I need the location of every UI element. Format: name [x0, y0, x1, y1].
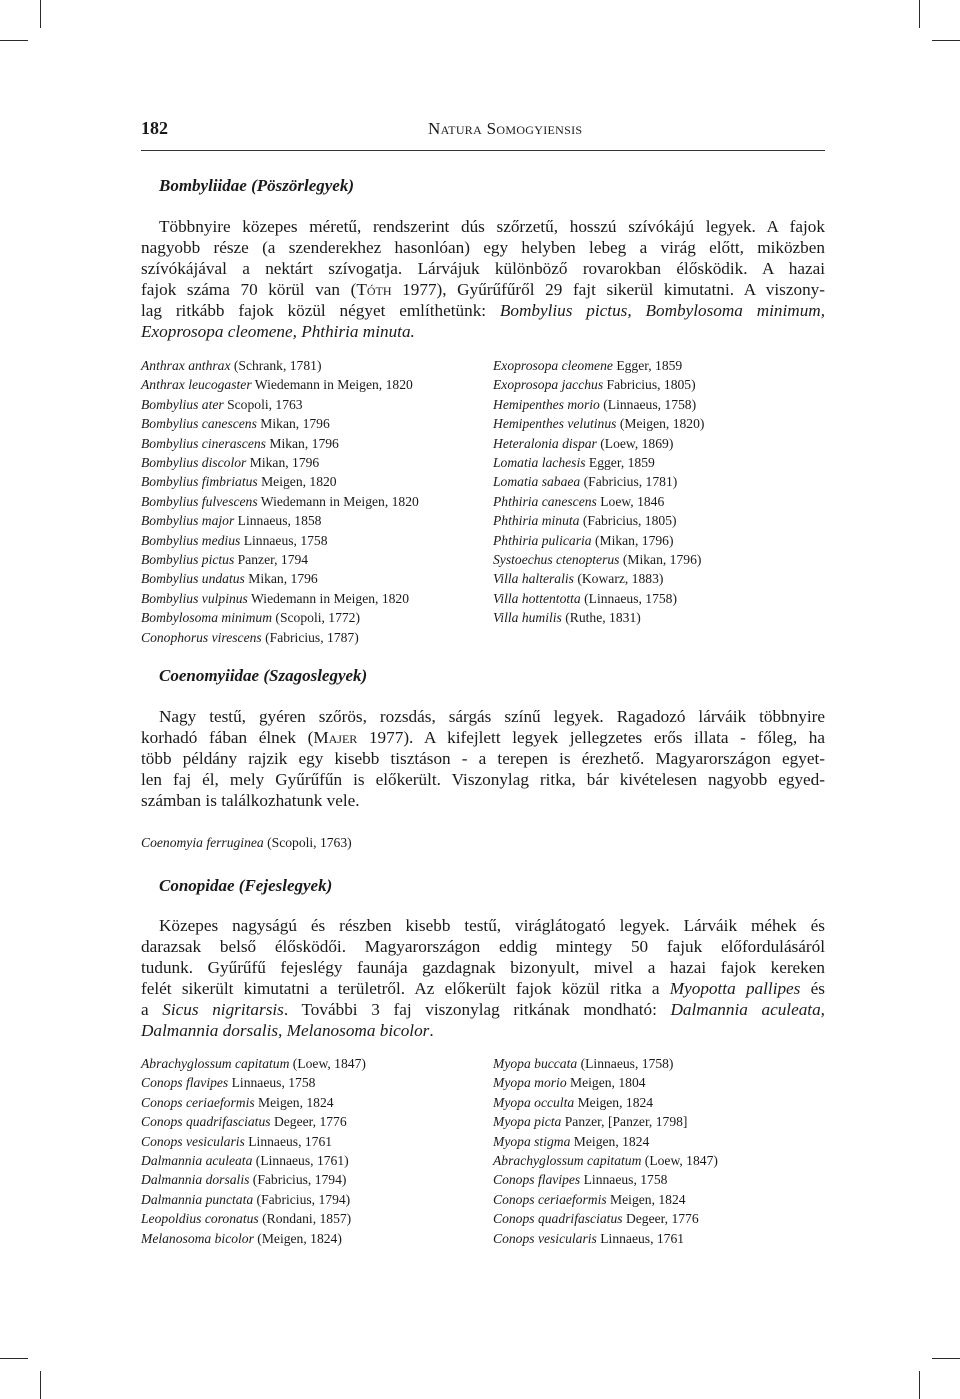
species-name: Heteralonia dispar — [493, 435, 597, 451]
species-author: Meigen, 1824 — [570, 1133, 650, 1149]
species-entry — [493, 1229, 718, 1248]
species-name: Bombylius canescens — [141, 416, 257, 432]
paragraph-line: fajok száma 70 körül van (Tóth 1977), Gyűrűfűről 29 fajt sikerül kimutatni. A viszony- — [141, 279, 825, 299]
species-name: Abrachyglossum capitatum — [493, 1153, 642, 1169]
species-name: Phthiria minuta — [493, 513, 580, 529]
species-entry — [493, 1054, 718, 1073]
species-author: Mikan, 1796 — [244, 571, 318, 587]
species-author: Panzer, [Panzer, 1798] — [561, 1114, 688, 1130]
species-entry — [493, 472, 704, 491]
species-entry — [141, 492, 419, 511]
crop-mark — [40, 0, 41, 28]
species-name: Hemipenthes velutinus — [493, 416, 617, 432]
paragraph-line: számban is találkozhatunk vele. — [141, 790, 360, 810]
species-author: (Meigen, 1820) — [616, 416, 705, 432]
species-name: Bombylius fimbriatus — [141, 474, 258, 490]
species-name: Conops quadrifasciatus — [141, 1114, 271, 1130]
species-name: Bombylosoma minimum — [141, 610, 273, 626]
species-entry — [493, 1093, 718, 1112]
species-author: (Fabricius, 1787) — [261, 629, 359, 645]
species-author: (Ruthe, 1831) — [561, 610, 641, 626]
species-entry — [141, 589, 419, 608]
species-name: Conops ceriaeformis — [141, 1094, 255, 1110]
species-name: Hemipenthes morio — [493, 396, 600, 412]
species-name: Conops vesicularis — [493, 1230, 597, 1246]
species-name: Villa humilis — [493, 610, 562, 626]
species-entry — [141, 395, 419, 414]
species-name: Villa halteralis — [493, 571, 574, 587]
species-name: Systoechus ctenopterus — [493, 552, 620, 568]
species-entry — [493, 1132, 718, 1151]
species-name: Lomatia lachesis — [493, 455, 586, 471]
species-author: Meigen, 1824 — [606, 1191, 686, 1207]
species-author: Loew, 1846 — [596, 493, 665, 509]
species-name: Abrachyglossum capitatum — [141, 1056, 290, 1071]
species-entry — [141, 1190, 366, 1209]
species-author: (Loew, 1847) — [289, 1056, 366, 1071]
paragraph-line: Többnyire közepes méretű, rendszerint dús szőrzetű, hosszú szívókájú legyek. A fajok — [159, 217, 825, 236]
species-entry — [141, 356, 419, 375]
species-name: Exoprosopa cleomene — [493, 358, 613, 373]
species-author: (Kowarz, 1883) — [573, 571, 664, 587]
journal-title: Natura Somogyiensis — [428, 119, 583, 138]
species-author: Scopoli, 1763 — [223, 396, 303, 412]
species-name: Conops flavipes — [493, 1172, 581, 1188]
species-name: Bombylius pictus — [141, 552, 235, 568]
species-name: Dalmannia punctata — [141, 1191, 254, 1207]
species-author: Mikan, 1796 — [256, 416, 330, 432]
paragraph-line: darazsak belső élősködői. Magyarországon eddig mintegy 50 fajuk előfordulásáról — [141, 936, 825, 956]
species-entry — [493, 1073, 718, 1092]
section-heading-bombyliidae: Bombyliidae (Pöszörlegyek) — [159, 176, 354, 195]
species-author: (Scopoli, 1772) — [272, 610, 361, 626]
paragraph-line: felét sikerült kimutatni a területről. Az előkerült fajok közül ritka a Myopotta pallipes és — [141, 978, 825, 998]
species-name: Myopa picta — [493, 1114, 562, 1130]
crop-mark — [932, 40, 960, 41]
species-entry — [141, 1112, 366, 1131]
species-author: Egger, 1859 — [612, 358, 683, 373]
paragraph-line: a Sicus nigritarsis. További 3 faj viszonylag ritkának mondható: Dalmannia aculeata, — [141, 999, 825, 1019]
species-entry — [141, 531, 419, 550]
species-name: Conops ceriaeformis — [493, 1191, 607, 1207]
species-list-right — [493, 1054, 718, 1248]
species-entry — [141, 608, 419, 627]
species-author: Linnaeus, 1858 — [234, 513, 322, 529]
species-author: Fabricius, 1805) — [603, 377, 696, 393]
species-author: Meigen, 1824 — [254, 1094, 334, 1110]
paragraph-coenomyiidae — [141, 707, 825, 812]
species-entry — [493, 608, 704, 627]
species-entry — [141, 1132, 366, 1151]
species-entry — [493, 1170, 718, 1189]
species-name: Bombylius undatus — [141, 571, 245, 587]
species-name: Phthiria pulicaria — [493, 532, 592, 548]
species-entry — [141, 1073, 366, 1092]
species-author: (Mikan, 1796) — [619, 552, 702, 568]
paragraph-line: Dalmannia dorsalis, Melanosoma bicolor. — [141, 1020, 434, 1040]
paragraph-line: nagyobb része (a szenderekhez hasonlóan) egy helyben lebeg a virág előtt, miközben — [141, 237, 825, 257]
species-name: Coenomyia ferruginea — [141, 835, 264, 850]
species-entry — [493, 356, 704, 375]
species-entry — [141, 628, 419, 647]
species-name: Myopa stigma — [493, 1133, 571, 1149]
species-author: Degeer, 1776 — [270, 1114, 347, 1130]
species-author: Meigen, 1804 — [566, 1075, 646, 1091]
species-name: Phthiria canescens — [493, 493, 597, 509]
species-name: Lomatia sabaea — [493, 474, 581, 490]
species-entry — [141, 550, 419, 569]
species-entry — [493, 531, 704, 550]
species-list-coenomyiidae — [141, 833, 352, 852]
species-author: (Loew, 1869) — [596, 435, 674, 451]
species-author: (Fabricius, 1805) — [579, 513, 677, 529]
species-name: Leopoldius coronatus — [141, 1211, 259, 1227]
species-name: Bombylius vulpinus — [141, 590, 248, 606]
species-entry — [493, 492, 704, 511]
species-entry — [141, 434, 419, 453]
species-author: Linnaeus, 1758 — [580, 1172, 668, 1188]
species-entry — [493, 511, 704, 530]
species-entry — [141, 472, 419, 491]
species-author: Meigen, 1820 — [257, 474, 337, 490]
species-author: Degeer, 1776 — [622, 1211, 699, 1227]
species-author: Meigen, 1824 — [574, 1094, 654, 1110]
species-entry — [493, 1151, 718, 1170]
species-author: (Linnaeus, 1758) — [599, 396, 697, 412]
species-author: Panzer, 1794 — [234, 552, 309, 568]
species-list-left — [141, 1054, 366, 1248]
species-author: Wiedemann in Meigen, 1820 — [251, 377, 413, 393]
species-name: Bombylius major — [141, 513, 235, 529]
species-entry — [493, 589, 704, 608]
crop-mark — [919, 1371, 920, 1399]
species-name: Bombylius ater — [141, 396, 224, 412]
species-entry — [493, 1112, 718, 1131]
species-name: Bombylius discolor — [141, 455, 247, 471]
species-author: Mikan, 1796 — [246, 455, 320, 471]
paragraph-line: korhadó fában élnek (Majer 1977). A kifejlett legyek jellegzetes erős illata - főleg, ha — [141, 727, 825, 747]
species-author: Linnaeus, 1758 — [228, 1075, 316, 1091]
species-entry — [141, 511, 419, 530]
species-author: (Mikan, 1796) — [591, 532, 674, 548]
paragraph-line: Közepes nagyságú és részben kisebb testű, viráglátogató legyek. Lárváik méhek és — [159, 916, 825, 935]
species-list-right — [493, 356, 704, 628]
species-name: Anthrax leucogaster — [141, 377, 252, 393]
species-author: (Loew, 1847) — [641, 1153, 718, 1169]
species-name: Anthrax anthrax — [141, 358, 231, 373]
paragraph-line: Exoprosopa cleomene, Phthiria minuta. — [141, 321, 415, 341]
species-entry — [141, 453, 419, 472]
species-entry — [493, 414, 704, 433]
species-name: Conops vesicularis — [141, 1133, 245, 1149]
species-name: Dalmannia dorsalis — [141, 1172, 250, 1188]
species-name: Bombylius cinerascens — [141, 435, 266, 451]
species-name: Myopa buccata — [493, 1056, 578, 1071]
species-entry — [141, 1170, 366, 1189]
species-entry — [141, 1151, 366, 1170]
species-author: Linnaeus, 1761 — [596, 1230, 685, 1246]
species-author: (Scopoli, 1763) — [263, 835, 352, 850]
species-author: (Fabricius, 1794) — [253, 1191, 351, 1207]
species-entry — [141, 375, 419, 394]
species-author: (Fabricius, 1794) — [249, 1172, 347, 1188]
species-entry — [141, 1054, 366, 1073]
species-author: Wiedemann in Meigen, 1820 — [247, 590, 410, 606]
paragraph-line: tudunk. Gyűrűfű fejeslégy faunája gazdagnak bizonyult, mivel a hazai fajok kereken — [141, 957, 825, 977]
species-name: Conophorus virescens — [141, 629, 262, 645]
species-author: (Linnaeus, 1761) — [252, 1153, 349, 1169]
species-entry — [493, 434, 704, 453]
paragraph-line: lag ritkább fajok közül négyet említhetünk: Bombylius pictus, Bombylosoma minimum, — [141, 300, 825, 320]
species-author: (Rondani, 1857) — [258, 1211, 352, 1227]
species-author: (Linnaeus, 1758) — [577, 1056, 674, 1071]
species-entry — [141, 1093, 366, 1112]
species-entry — [141, 1229, 366, 1248]
species-author: (Meigen, 1824) — [253, 1230, 342, 1246]
crop-mark — [0, 1358, 28, 1359]
paragraph-bombyliidae — [141, 217, 825, 342]
species-name: Bombylius fulvescens — [141, 493, 258, 509]
species-author: Egger, 1859 — [585, 455, 655, 471]
species-entry — [493, 569, 704, 588]
species-entry — [493, 550, 704, 569]
species-author: (Fabricius, 1781) — [580, 474, 678, 490]
species-entry — [141, 569, 419, 588]
species-name: Exoprosopa jacchus — [493, 377, 604, 393]
species-name: Myopa occulta — [493, 1094, 575, 1110]
section-heading-conopidae: Conopidae (Fejeslegyek) — [159, 876, 333, 895]
species-entry — [141, 414, 419, 433]
species-entry — [141, 833, 352, 852]
species-entry — [141, 1209, 366, 1228]
species-name: Myopa morio — [493, 1075, 567, 1091]
species-name: Melanosoma bicolor — [141, 1230, 254, 1246]
species-entry — [493, 375, 704, 394]
paragraph-line: Nagy testű, gyéren szőrös, rozsdás, sárgás színű legyek. Ragadozó lárváik többnyire — [159, 707, 825, 726]
crop-mark — [0, 40, 28, 41]
species-name: Conops quadrifasciatus — [493, 1211, 623, 1227]
paragraph-line: több példány rajzik egy kisebb tisztáson - a terepen is érezhető. Magyarországon egyet- — [141, 748, 825, 768]
header-rule — [141, 150, 825, 151]
paragraph-conopidae — [141, 916, 825, 1041]
species-author: (Schrank, 1781) — [230, 358, 322, 373]
species-author: Mikan, 1796 — [265, 435, 339, 451]
species-entry — [493, 1209, 718, 1228]
crop-mark — [919, 0, 920, 28]
species-entry — [493, 1190, 718, 1209]
crop-mark — [40, 1371, 41, 1399]
species-author: Linnaeus, 1758 — [240, 532, 328, 548]
section-heading-coenomyiidae: Coenomyiidae (Szagoslegyek) — [159, 666, 368, 685]
paragraph-line: len faj él, mely Gyűrűfűn is előkerült. Viszonylag ritka, bár kivételesen nagyobb egyed- — [141, 769, 825, 789]
species-name: Dalmannia aculeata — [141, 1153, 253, 1169]
paragraph-line: szívókájával a nektárt szívogatja. Lárvájuk különböző rovarokban élősködik. A hazai — [141, 258, 825, 278]
species-name: Villa hottentotta — [493, 590, 581, 606]
species-entry — [493, 395, 704, 414]
species-name: Bombylius medius — [141, 532, 241, 548]
crop-mark — [932, 1358, 960, 1359]
species-entry — [493, 453, 704, 472]
species-author: Wiedemann in Meigen, 1820 — [257, 493, 419, 509]
page-number: 182 — [141, 118, 168, 138]
species-name: Conops flavipes — [141, 1075, 229, 1091]
species-list-left — [141, 356, 419, 647]
species-author: (Linnaeus, 1758) — [580, 590, 677, 606]
species-author: Linnaeus, 1761 — [244, 1133, 333, 1149]
